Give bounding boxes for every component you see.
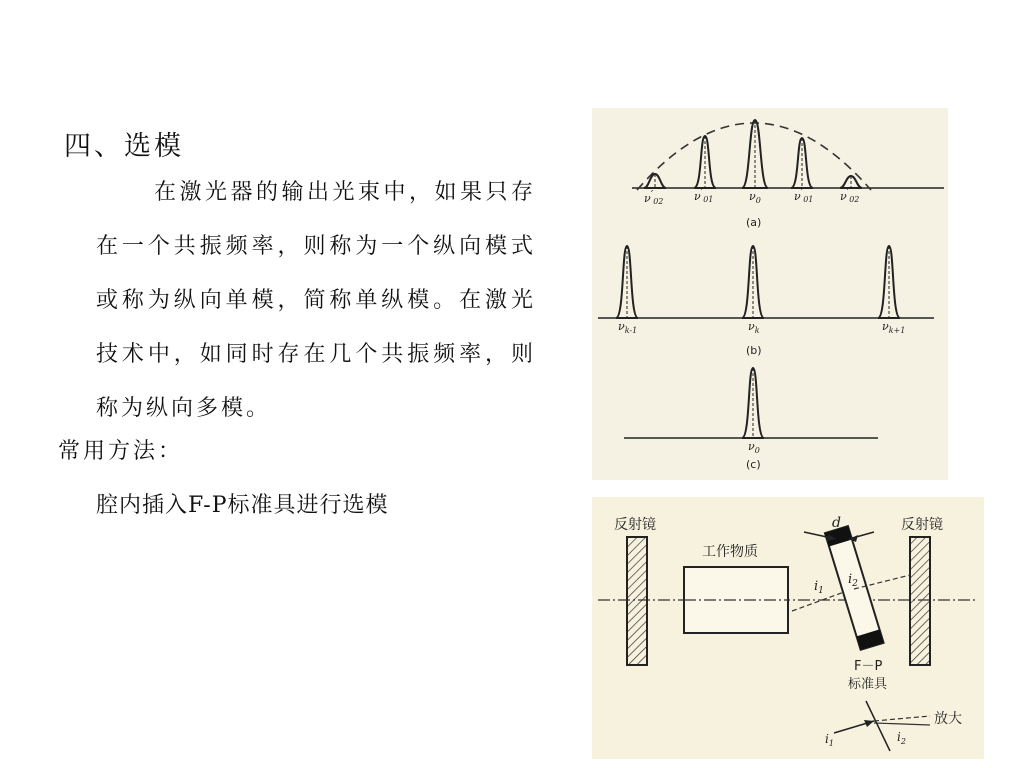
mode-label: $\nu'_{02}$ [840, 186, 860, 204]
method-item: 腔内插入F-P标准具进行选模 [96, 493, 389, 518]
right-mirror [910, 537, 930, 665]
gain-medium-label: 工作物质 [702, 544, 758, 560]
spectrum-panel-c [624, 368, 878, 471]
left-mirror [627, 537, 647, 665]
mode-label: $\nu'_{01}$ [794, 186, 814, 204]
etalon-caption-2: 标准具 [848, 677, 888, 692]
mode-label: $\nu'_{01}$ [694, 186, 714, 204]
panel-a-label: (a) [746, 216, 762, 229]
spectrum-panel-a [632, 120, 944, 229]
spectrum-panel-b [598, 246, 934, 357]
zoom-label: 放大 [934, 711, 962, 727]
mode-label: $\nu_0$ [749, 190, 761, 205]
mode-label: $\nu_k$ [748, 320, 760, 335]
gap-label: d [832, 515, 841, 531]
inset-i2-label: $i_2$ [897, 730, 906, 746]
mode-spectrum-figure [592, 108, 948, 480]
mode-label: $\nu_0$ [748, 440, 760, 455]
angle-i1-label: $i_1$ [814, 579, 824, 596]
inset-i1-label: $i_1$ [825, 732, 834, 748]
cavity-diagram [592, 497, 984, 759]
angle-i2-label: $i_2$ [848, 572, 858, 589]
etalon-caption: F－P [854, 659, 883, 674]
left-mirror-label: 反射镜 [614, 517, 656, 533]
panel-b-label: (b) [746, 344, 762, 357]
mode-label: $\nu_{k-1}$ [618, 320, 638, 335]
mode-label: $\nu_{k+1}$ [882, 320, 906, 335]
section-heading: 四、选模 [64, 131, 184, 162]
right-mirror-label: 反射镜 [901, 517, 943, 533]
magnified-inset [825, 701, 962, 751]
methods-label: 常用方法： [58, 439, 184, 464]
panel-c-label: (c) [746, 458, 761, 471]
body-paragraph: 在激光器的输出光束中，如果只存在一个共振频率，则称为一个纵向模式或称为纵向单模，简称单纵模。在激光技术中，如同时存在几个共振频率，则称为纵向多模。 [96, 180, 536, 421]
mode-label: $\nu'_{02}$ [644, 188, 664, 206]
